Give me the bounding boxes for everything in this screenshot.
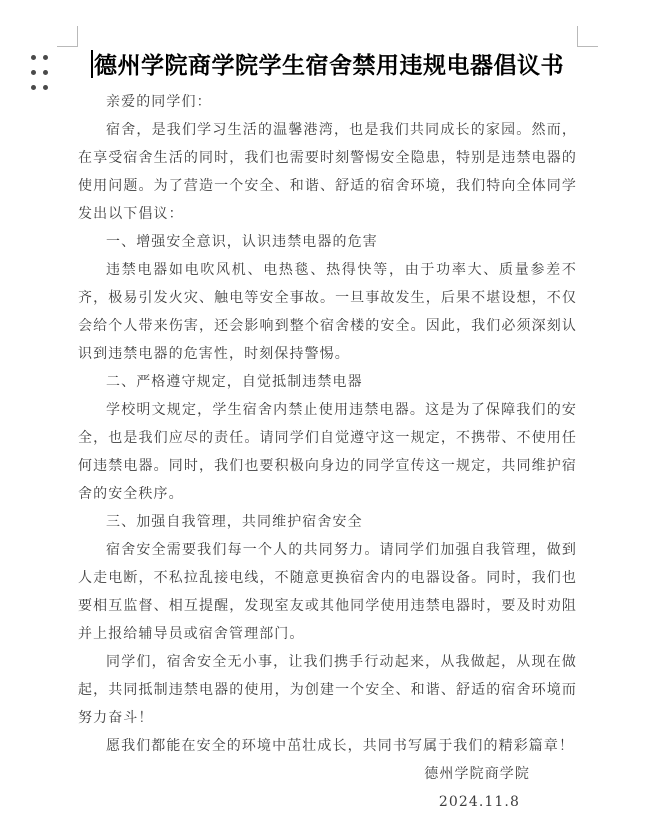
drag-handle-dot (43, 70, 48, 75)
date-line[interactable]: 2024.11.8 (438, 794, 520, 810)
document-body[interactable] (78, 44, 577, 816)
signature-line[interactable]: 德州学院商学院 (424, 766, 530, 782)
salutation-line[interactable]: 亲爱的同学们： (106, 94, 212, 110)
paragraph[interactable]: 宿舍，是我们学习生活的温馨港湾，也是我们共同成长的家园。然而，在享受宿舍生活的同时，我们也需要时刻警惕安全隐患，特别是违禁电器的使用问题。为了营造一个安全、和谐、舒适的宿舍环境，我们特向全体同学发出以下倡议： (78, 122, 577, 222)
section-heading-3[interactable]: 三、加强自我管理，共同维护宿舍安全 (106, 514, 363, 530)
drag-handle-dot (31, 85, 36, 90)
paragraph[interactable]: 学校明文规定，学生宿舍内禁止使用违禁电器。这是为了保障我们的安全，也是我们应尽的责任。请同学们自觉遵守这一规定，不携带、不使用任何违禁电器。同时，我们也要积极向身边的同学宣传这一规定，共同维护宿舍的安全秩序。 (78, 402, 577, 502)
margin-corner-mark-icon (577, 46, 598, 47)
document-title-text: 德州学院商学院学生宿舍禁用违规电器倡议书 (94, 52, 564, 79)
section-heading-1[interactable]: 一、增强安全意识，认识违禁电器的危害 (106, 234, 378, 250)
paragraph[interactable]: 同学们，宿舍安全无小事，让我们携手行动起来，从我做起，从现在做起，共同抵制违禁电器的使用，为创建一个安全、和谐、舒适的宿舍环境而努力奋斗！ (78, 654, 577, 726)
drag-handle-dot (31, 55, 36, 60)
drag-handle-icon[interactable] (31, 55, 48, 90)
document-title[interactable] (78, 44, 577, 88)
drag-handle-dot (31, 70, 36, 75)
drag-handle-dot (43, 85, 48, 90)
text-caret (91, 50, 93, 78)
drag-handle-dot (43, 55, 48, 60)
paragraph[interactable]: 违禁电器如电吹风机、电热毯、热得快等，由于功率大、质量参差不齐，极易引发火灾、触电等安全事故。一旦事故发生，后果不堪设想，不仅会给个人带来伤害，还会影响到整个宿舍楼的安全。因此，我们必须深刻认识到违禁电器的危害性，时刻保持警惕。 (78, 262, 577, 362)
margin-corner-mark-icon (57, 46, 78, 47)
section-heading-2[interactable]: 二、严格遵守规定，自觉抵制违禁电器 (106, 374, 363, 390)
paragraph[interactable]: 愿我们都能在安全的环境中茁壮成长，共同书写属于我们的精彩篇章！ (106, 738, 575, 754)
margin-corner-mark-icon (577, 26, 578, 47)
paragraph[interactable]: 宿舍安全需要我们每一个人的共同努力。请同学们加强自我管理，做到人走电断，不私拉乱接电线，不随意更换宿舍内的电器设备。同时，我们也要相互监督、相互提醒，发现室友或其他同学使用违禁电器时，要及时劝阻并上报给辅导员或宿舍管理部门。 (78, 542, 577, 642)
